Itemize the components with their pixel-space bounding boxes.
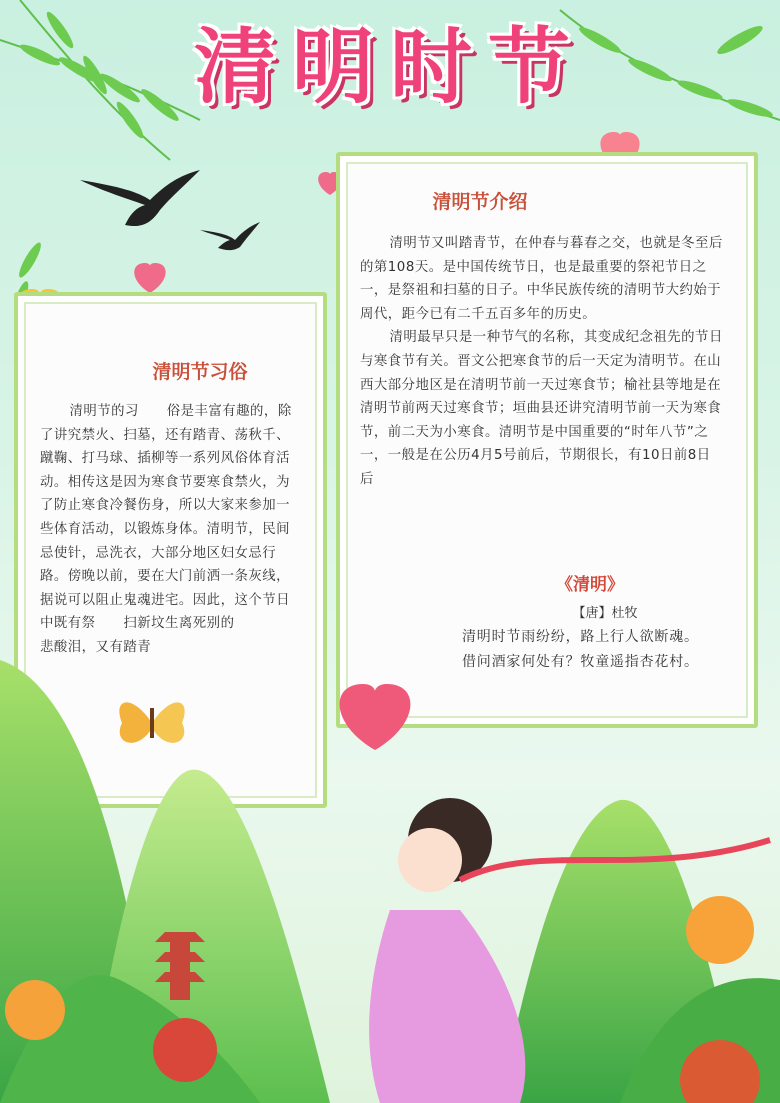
customs-body — [40, 400, 298, 660]
poem-line-2: 借问酒家何处有？牧童遥指杏花村。 — [462, 654, 699, 670]
intro-paragraph-2: 清明最早只是一种节气的名称，其变成纪念祖先的节日与寒食节有关。晋文公把寒食节的后一天定为清明节。在山西大部分地区是在清明节前一天过寒食节；榆社县等地是在清明节前两天过寒食节；垣曲县还讲究清明节前一天为寒食节，前二天为小寒食。清明节是中国重要的“时年八节”之一，一般是在公历4月5号前后，节期很长，有10日前8日后 — [360, 330, 723, 487]
page-title: 清明时节 — [193, 20, 586, 115]
poem-author: 【唐】杜牧 — [572, 606, 638, 621]
poem-line-1: 清明时节雨纷纷，路上行人欲断魂。 — [462, 629, 699, 645]
customs-paragraph: 清明节的习 俗是丰富有趣的，除了讲究禁火、扫墓，还有踏青、荡秋千、蹴鞠、打马球、插柳等一系列风俗体育活动。相传这是因为寒食节要寒食禁火，为了防止寒食冷餐伤身，所以大家来参加一些体育活动，以锻炼身体。清明节，民间忌使针，忌洗衣，大部分地区妇女忌行路。傍晚以前，要在大门前洒一条灰线，据说可以阻止鬼魂进宅。因此，这个节日中既有祭 扫新坟生离死别的 悲酸泪，又有踏青 — [40, 404, 292, 655]
customs-heading: 清明节习俗 — [152, 361, 248, 383]
butterfly-illustration — [112, 688, 192, 758]
intro-heading: 清明节介绍 — [432, 191, 528, 213]
poem-title: 《清明》 — [556, 575, 624, 595]
intro-paragraph-1: 清明节又叫踏青节，在仲春与暮春之交，也就是冬至后的第108天。是中国传统节日，也是最重要的祭祀节日之一，是祭祖和扫墓的日子。中华民族传统的清明节大约始于周代，距今已有二千五百多年的历史。 — [360, 236, 723, 322]
intro-body — [360, 232, 724, 492]
